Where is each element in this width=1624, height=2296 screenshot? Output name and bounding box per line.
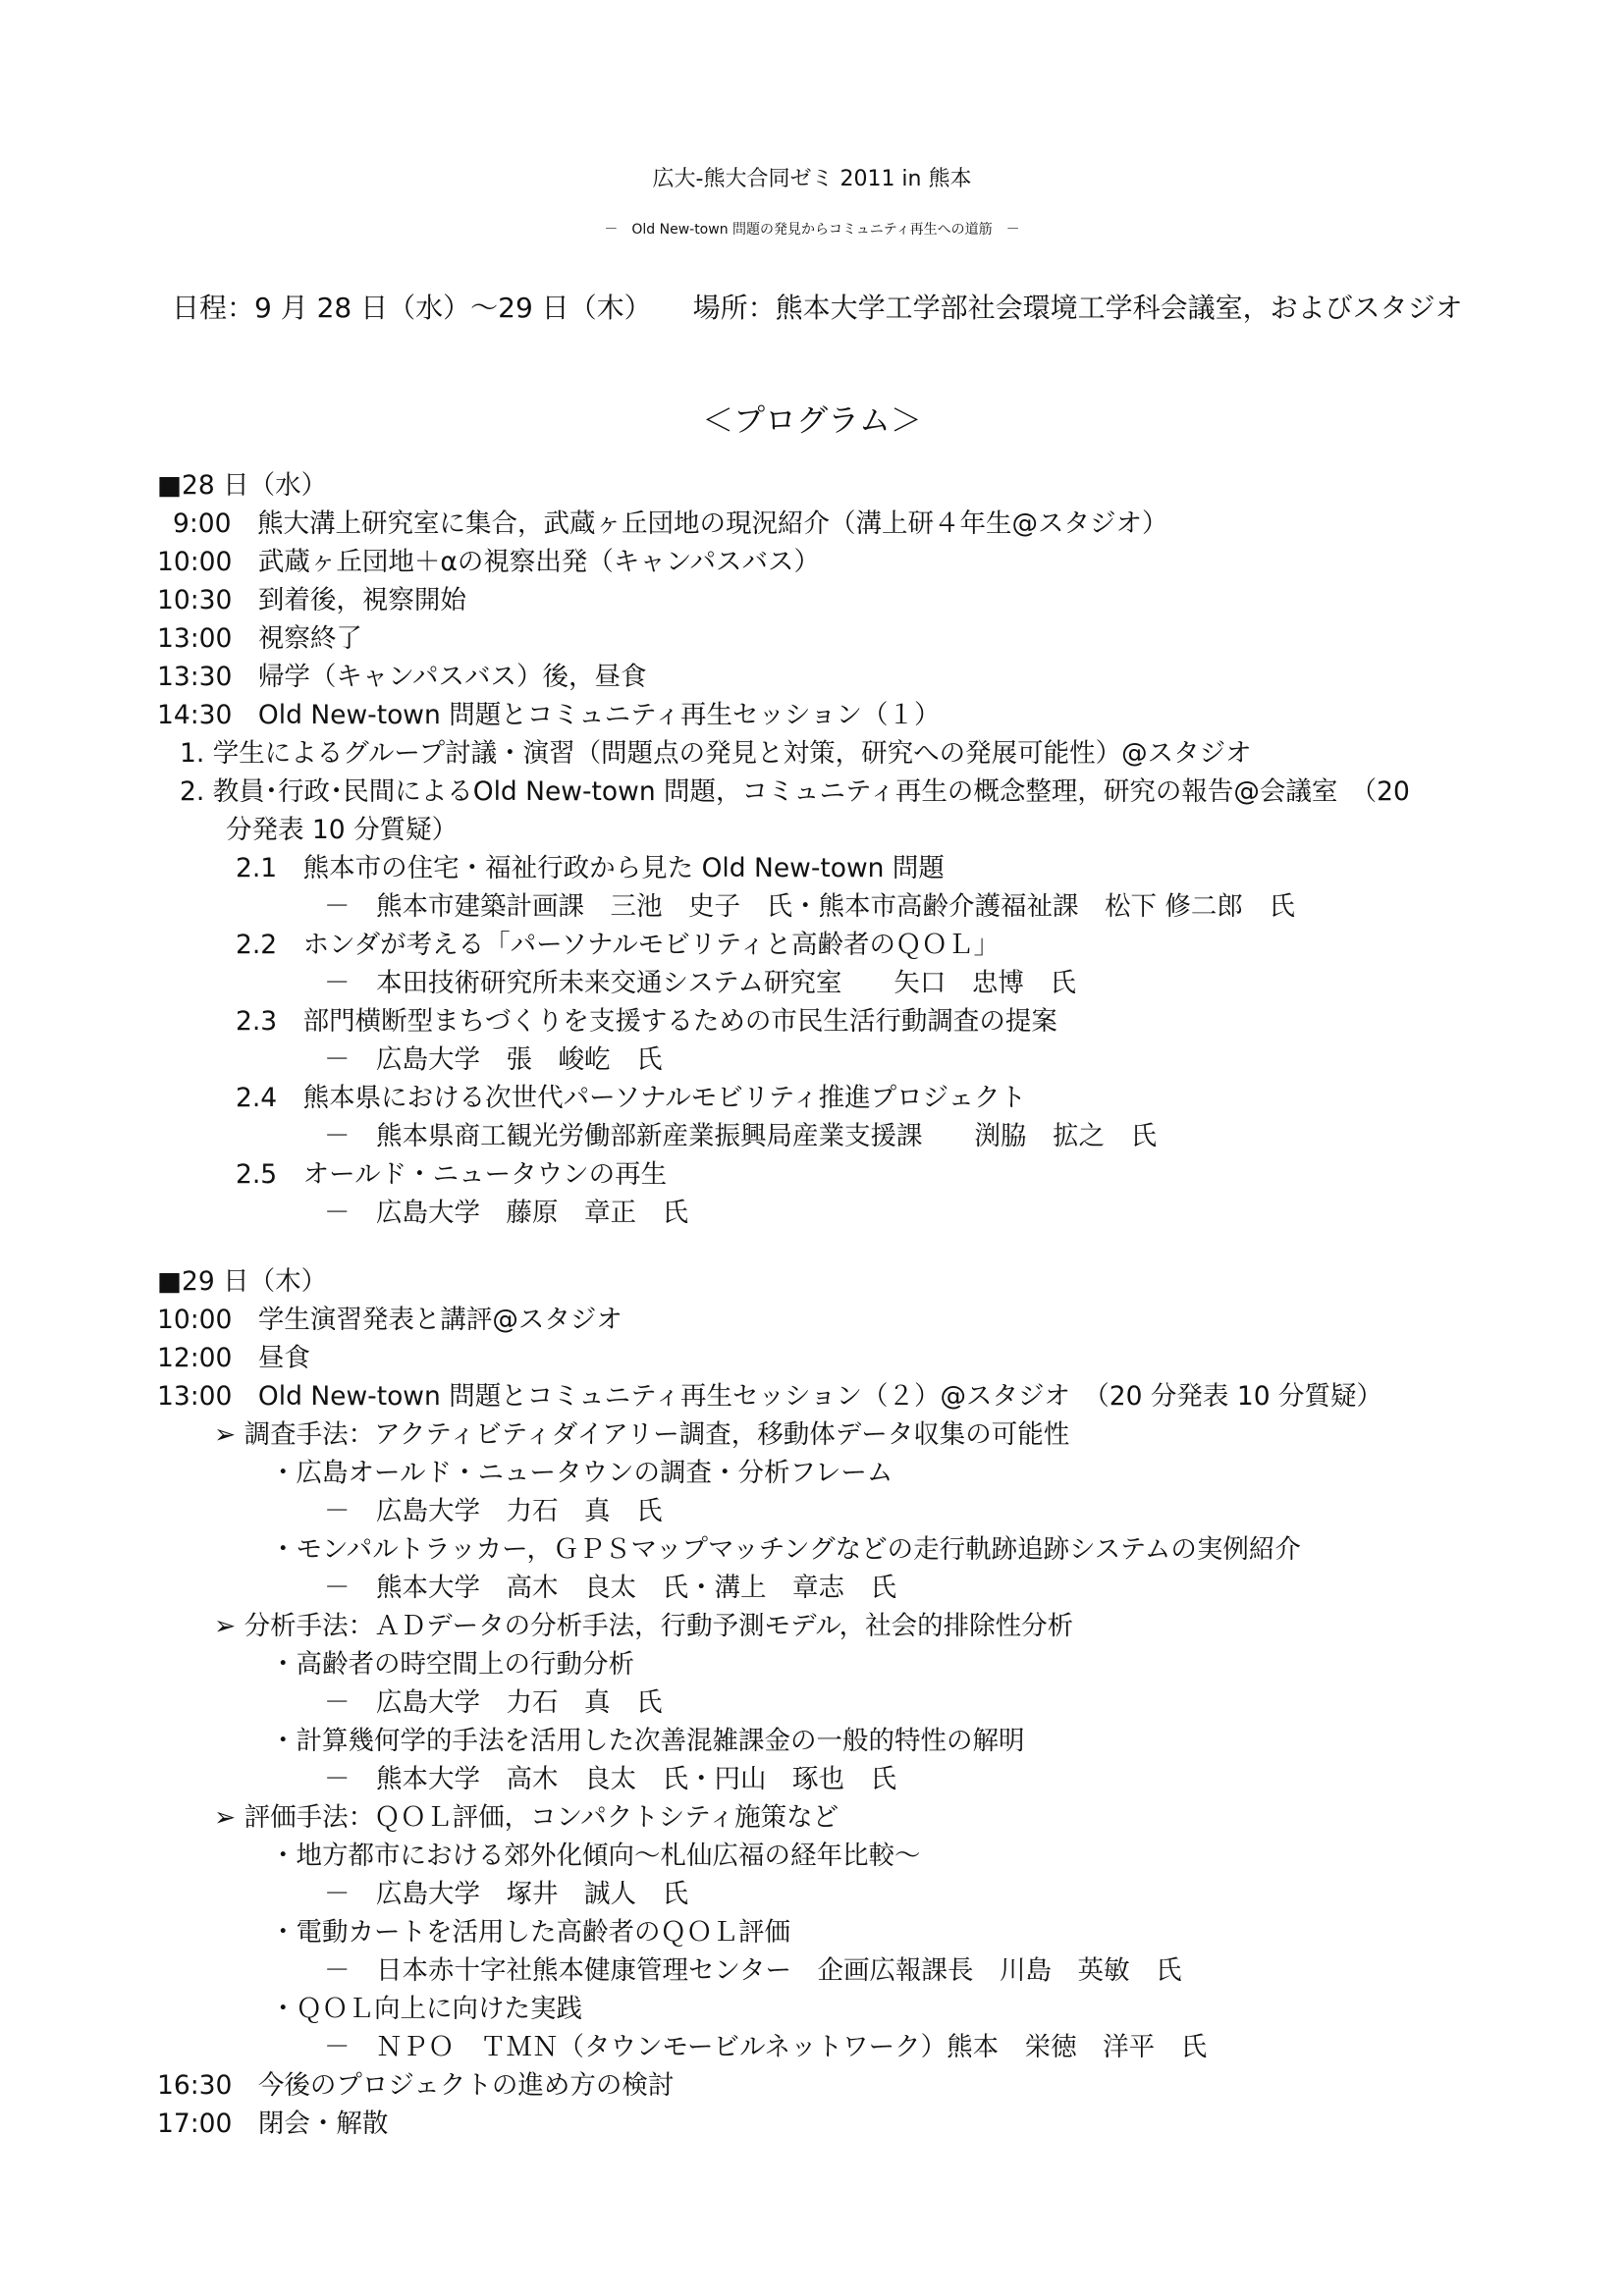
day2-line: 13:00 Old New-town 問題とコミュニティ再生セッション（２）@スタジオ （20 分発表 10 分質疑） xyxy=(157,1381,1382,1412)
program-heading: ＜プログラム＞ xyxy=(702,401,922,439)
day2-line: 12:00 昼食 xyxy=(157,1343,310,1373)
day2-line: ➢ 分析手法：ＡＤデータの分析手法，行動予測モデル，社会的排除性分析 xyxy=(214,1611,1074,1641)
day2-line: ・計算幾何学的手法を活用した次善混雑課金の一般的特性の解明 xyxy=(270,1726,1025,1756)
day2-line: － 熊本大学 高木 良太 氏・円山 琢也 氏 xyxy=(324,1764,896,1794)
day1-line: 2.4 熊本県における次世代パーソナルモビリティ推進プロジェクト xyxy=(236,1083,1027,1113)
day1-line: 2.2 ホンダが考える「パーソナルモビリティと高齢者のＱＯＬ」 xyxy=(236,930,1001,960)
day2-line: ➢ 評価手法：ＱＯＬ評価，コンパクトシティ施策など xyxy=(214,1802,839,1833)
day1-line: 13:00 視察終了 xyxy=(157,623,362,654)
day2-heading: ■29 日（木） xyxy=(157,1266,328,1297)
day1-line: 10:30 到着後，視察開始 xyxy=(157,585,466,615)
day2-line: － 広島大学 力石 真 氏 xyxy=(324,1496,663,1526)
day1-line: － 熊本市建築計画課 三池 史子 氏・熊本市高齢介護福祉課 松下 修二郎 氏 xyxy=(324,891,1295,922)
day1-line: 9:00 熊大溝上研究室に集合，武蔵ヶ丘団地の現況紹介（溝上研４年生@スタジオ） xyxy=(173,508,1168,539)
day2-line: ➢ 調査手法：アクティビティダイアリー調査，移動体データ収集の可能性 xyxy=(214,1419,1070,1450)
day2-line: － 広島大学 力石 真 氏 xyxy=(324,1687,663,1718)
day1-heading: ■28 日（水） xyxy=(157,470,328,501)
day1-line: 2.1 熊本市の住宅・福祉行政から見た Old New-town 問題 xyxy=(236,853,945,883)
day1-line: － 広島大学 張 峻屹 氏 xyxy=(324,1044,663,1075)
day2-line: ・広島オールド・ニュータウンの調査・分析フレーム xyxy=(270,1458,893,1488)
document-subtitle: － Old New-town 問題の発見からコミュニティ再生への道筋 － xyxy=(604,222,1020,238)
day1-line: 分発表 10 分質疑） xyxy=(226,815,459,845)
day1-line: － 本田技術研究所未来交通システム研究室 矢口 忠博 氏 xyxy=(324,968,1076,998)
day1-line: 14:30 Old New-town 問題とコミュニティ再生セッション（１） xyxy=(157,700,941,730)
day2-line: ・地方都市における郊外化傾向～札仙広福の経年比較～ xyxy=(270,1841,921,1871)
day2-line: ・高齢者の時空間上の行動分析 xyxy=(270,1649,634,1680)
day1-line: 2.5 オールド・ニュータウンの再生 xyxy=(236,1159,668,1190)
day2-line: 10:00 学生演習発表と講評@スタジオ xyxy=(157,1305,623,1335)
day1-line: 10:00 武蔵ヶ丘団地＋αの視察出発（キャンパスバス） xyxy=(157,547,820,577)
day1-line: 2.3 部門横断型まちづくりを支援するための市民生活行動調査の提案 xyxy=(236,1006,1057,1037)
day2-line: 16:30 今後のプロジェクトの進め方の検討 xyxy=(157,2070,675,2101)
day2-line: 17:00 閉会・解散 xyxy=(157,2109,389,2139)
document-title: 広大-熊大合同ゼミ 2011 in 熊本 xyxy=(652,167,972,191)
day1-line: 13:30 帰学（キャンパスバス）後，昼食 xyxy=(157,662,647,692)
day2-line: ・ＱＯＬ向上に向けた実践 xyxy=(270,1994,582,2024)
day2-line: ・モンパルトラッカー，ＧＰＳマップマッチングなどの走行軌跡追跡システムの実例紹介 xyxy=(270,1534,1301,1565)
day2-line: － 熊本大学 高木 良太 氏・溝上 章志 氏 xyxy=(324,1573,896,1603)
day2-line: － 広島大学 塚井 誠人 氏 xyxy=(324,1879,688,1909)
schedule-and-venue: 日程：9 月 28 日（水）～29 日（木） 場所：熊本大学工学部社会環境工学科会議室，およびスタジオ xyxy=(172,292,1463,324)
day2-line: ・電動カートを活用した高齢者のＱＯＬ評価 xyxy=(270,1917,790,1948)
day1-line: － 広島大学 藤原 章正 氏 xyxy=(324,1198,688,1228)
day1-line: 1. 学生によるグループ討議・演習（問題点の発見と対策，研究への発展可能性）@スタジオ xyxy=(180,738,1252,769)
day2-line: － ＮＰＯ ＴＭＮ（タウンモービルネットワーク）熊本 栄徳 洋平 氏 xyxy=(324,2032,1208,2062)
day1-line: － 熊本県商工観光労働部新産業振興局産業支援課 渕脇 拡之 氏 xyxy=(324,1121,1157,1151)
day2-line: － 日本赤十字社熊本健康管理センター 企画広報課長 川島 英敏 氏 xyxy=(324,1955,1182,1986)
day1-line: 2. 教員･行政･民間によるOld New-town 問題，コミュニティ再生の概念整理，研究の報告@会議室 （20 xyxy=(180,776,1410,807)
